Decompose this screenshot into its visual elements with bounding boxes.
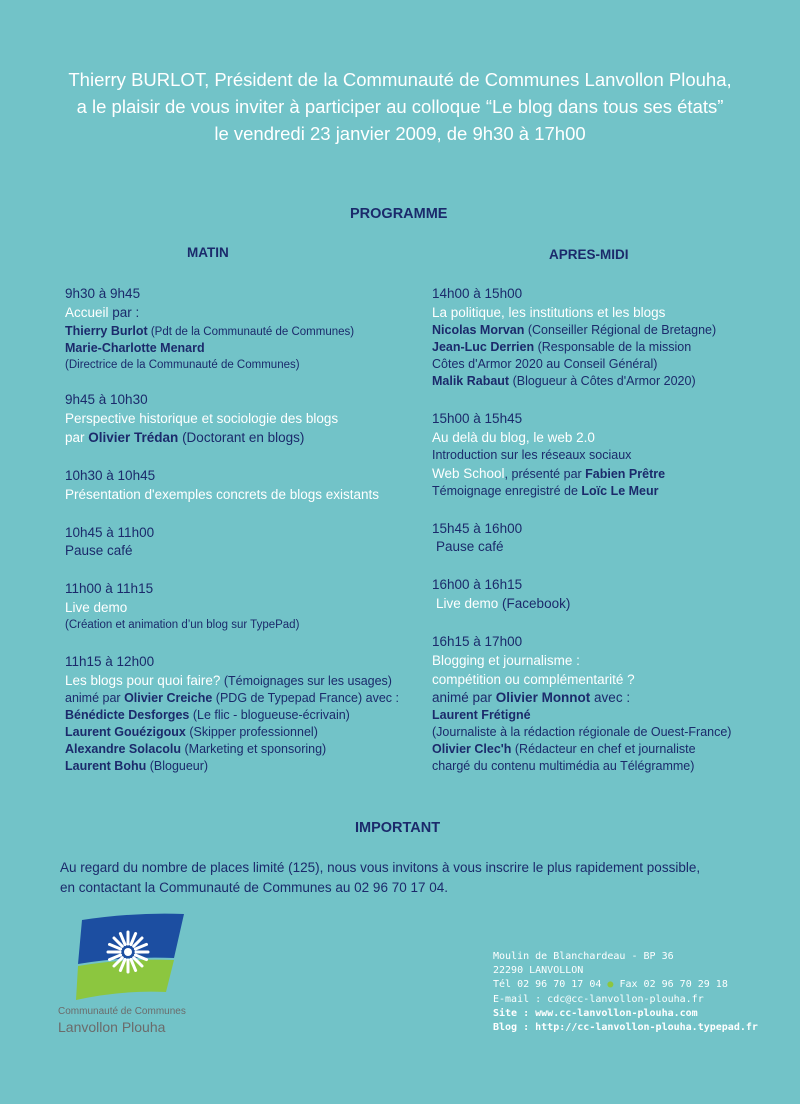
session-perspective — [65, 391, 410, 447]
guest-item — [65, 741, 410, 758]
presented-by: , présenté par — [504, 467, 586, 481]
guest-name: Laurent Bohu — [65, 759, 147, 773]
session-title-suffix: par : — [108, 305, 140, 320]
intro-line-1: Thierry BURLOT, Président de la Communauté de Communes Lanvollon Plouha, — [68, 69, 732, 90]
testimony-prefix: Témoignage enregistré de — [432, 484, 582, 498]
speaker-name: Olivier Trédan — [88, 430, 179, 445]
important-line-2: en contactant la Communauté de Communes au 02 96 70 17 04. — [60, 880, 448, 895]
session-time: 15h45 à 16h00 — [432, 521, 523, 536]
guest-item — [65, 724, 410, 741]
session-time: 11h15 à 12h00 — [65, 654, 155, 669]
session-title-2: compétition ou complémentarité ? — [432, 672, 635, 687]
guest-name: Alexandre Solacolu — [65, 742, 182, 756]
guest-desc-2: chargé du contenu multimédia au Télégramme) — [432, 759, 695, 773]
contact-block — [493, 950, 758, 1035]
guest-desc: (Blogueur) — [146, 759, 209, 773]
session-time: 11h00 à 11h15 — [65, 581, 154, 596]
session-live-demo-facebook — [432, 576, 792, 613]
speaker-name: Loïc Le Meur — [581, 484, 659, 498]
fax: Fax 02 96 70 29 18 — [619, 979, 728, 991]
matin-heading: MATIN — [187, 245, 229, 260]
session-desc: (Création et animation d’un blog sur TypePad) — [65, 619, 300, 631]
important-text — [60, 858, 760, 898]
speaker-name: Olivier Creiche — [124, 691, 213, 705]
guest-desc: (Marketing et sponsoring) — [181, 742, 327, 756]
session-time: 9h45 à 10h30 — [65, 392, 148, 407]
session-time: 10h45 à 11h00 — [65, 525, 155, 540]
phone: Tél 02 96 70 17 04 — [493, 979, 602, 991]
speaker-name: Nicolas Morvan — [432, 323, 525, 337]
speaker-desc: (Directrice de la Communauté de Communes) — [65, 359, 300, 371]
session-live-demo-typepad — [65, 580, 410, 633]
session-time: 16h15 à 17h00 — [432, 634, 523, 649]
organization-name — [58, 1006, 186, 1036]
session-pause-matin — [65, 524, 410, 560]
important-heading: IMPORTANT — [355, 820, 441, 836]
session-politique — [432, 285, 792, 390]
session-time: 15h00 à 15h45 — [432, 411, 523, 426]
speaker-desc: Côtes d'Armor 2020 au Conseil Général) — [432, 357, 658, 371]
session-title: Live demo — [436, 596, 499, 611]
session-accueil — [65, 285, 410, 373]
guest-item — [65, 707, 410, 724]
intro-line-3: le vendredi 23 janvier 2009, de 9h30 à 17h00 — [214, 123, 586, 144]
session-time: 10h30 à 10h45 — [65, 468, 156, 483]
speaker-desc: (Conseiller Régional de Bretagne) — [524, 323, 717, 337]
speaker-desc: (Blogueur à Côtes d'Armor 2020) — [509, 374, 696, 388]
session-title: Au delà du blog, le web 2.0 — [432, 430, 595, 445]
session-title: Pause café — [436, 539, 504, 554]
address-line-2: 22290 LANVOLLON — [493, 965, 584, 977]
speaker-name: Fabien Prêtre — [585, 467, 666, 481]
anim-prefix: animé par — [432, 690, 496, 705]
session-title: Live demo — [65, 600, 128, 615]
guest-desc: (Skipper professionnel) — [185, 725, 318, 739]
session-title: Présentation d'exemples concrets de blogs existants — [65, 487, 380, 502]
session-title-suffix: (Témoignages sur les usages) — [220, 674, 392, 688]
invitation-intro — [0, 66, 800, 147]
session-time: 9h30 à 9h45 — [65, 286, 141, 301]
programme-heading: PROGRAMME — [350, 206, 448, 222]
guest-desc: (Rédacteur en chef et journaliste — [511, 742, 696, 756]
webschool-title: Web School — [432, 466, 505, 481]
speaker-desc: (Pdt de la Communauté de Communes) — [147, 326, 355, 338]
session-time: 14h00 à 15h00 — [432, 286, 523, 301]
speaker-desc: (Doctorant en blogs) — [178, 430, 305, 445]
guest-name: Bénédicte Desforges — [65, 708, 190, 722]
session-title-suffix: (Facebook) — [498, 596, 571, 611]
anim-prefix: animé par — [65, 691, 125, 705]
guest-item — [65, 758, 410, 775]
important-line-1: Au regard du nombre de places limité (125), nous vous invitons à vous inscrire le plus rapidement possible, — [60, 860, 701, 875]
guest-desc: (Le flic - blogueuse-écrivain) — [189, 708, 350, 722]
session-title: Blogging et journalisme : — [432, 653, 580, 668]
session-title: Les blogs pour quoi faire? — [65, 673, 221, 688]
email: E-mail : cdc@cc-lanvollon-plouha.fr — [493, 993, 704, 1005]
session-title: Pause café — [65, 543, 133, 558]
speaker-name: Marie-Charlotte Menard — [65, 341, 205, 355]
apresmidi-column — [432, 285, 792, 795]
session-journalisme — [432, 633, 792, 775]
session-title: La politique, les institutions et les blogs — [432, 305, 666, 320]
guest-name: Laurent Gouézigoux — [65, 725, 186, 739]
guest-name: Laurent Frétigné — [432, 708, 531, 722]
session-blogs-usages — [65, 653, 410, 775]
org-line-1: Communauté de Communes — [58, 1006, 186, 1017]
anim-suffix: avec : — [590, 690, 631, 705]
apresmidi-heading: APRES-MIDI — [549, 247, 629, 262]
address-line-1: Moulin de Blanchardeau - BP 36 — [493, 951, 674, 962]
session-time: 16h00 à 16h15 — [432, 577, 523, 592]
speaker-desc: (PDG de Typepad France) avec : — [212, 691, 399, 705]
speaker-name: Jean-Luc Derrien — [432, 340, 535, 354]
website-link[interactable]: Site : www.cc-lanvollon-plouha.com — [493, 1007, 698, 1019]
session-desc: Introduction sur les réseaux sociaux — [432, 448, 632, 462]
matin-column — [65, 285, 410, 795]
session-pause-apresmidi — [432, 520, 792, 556]
blog-link[interactable]: Blog : http://cc-lanvollon-plouha.typepad.fr — [493, 1022, 758, 1034]
speaker-name: Malik Rabaut — [432, 374, 510, 388]
speaker-desc: (Responsable de la mission — [534, 340, 692, 354]
session-presentation — [65, 467, 410, 504]
separator-dot-icon: ● — [607, 979, 614, 991]
org-line-2: Lanvollon Plouha — [58, 1019, 166, 1035]
session-title: Accueil — [65, 305, 109, 320]
speaker-name: Olivier Monnot — [495, 690, 591, 705]
by-prefix: par — [65, 430, 89, 445]
guest-desc: (Journaliste à la rédaction régionale de Ouest-France) — [432, 725, 732, 739]
session-title: Perspective historique et sociologie des blogs — [65, 411, 339, 426]
intro-line-2: a le plaisir de vous inviter à participer au colloque “Le blog dans tous ses états” — [76, 96, 724, 117]
guest-name: Olivier Clec'h — [432, 742, 512, 756]
speaker-name: Thierry Burlot — [65, 324, 148, 338]
session-web20 — [432, 410, 792, 500]
